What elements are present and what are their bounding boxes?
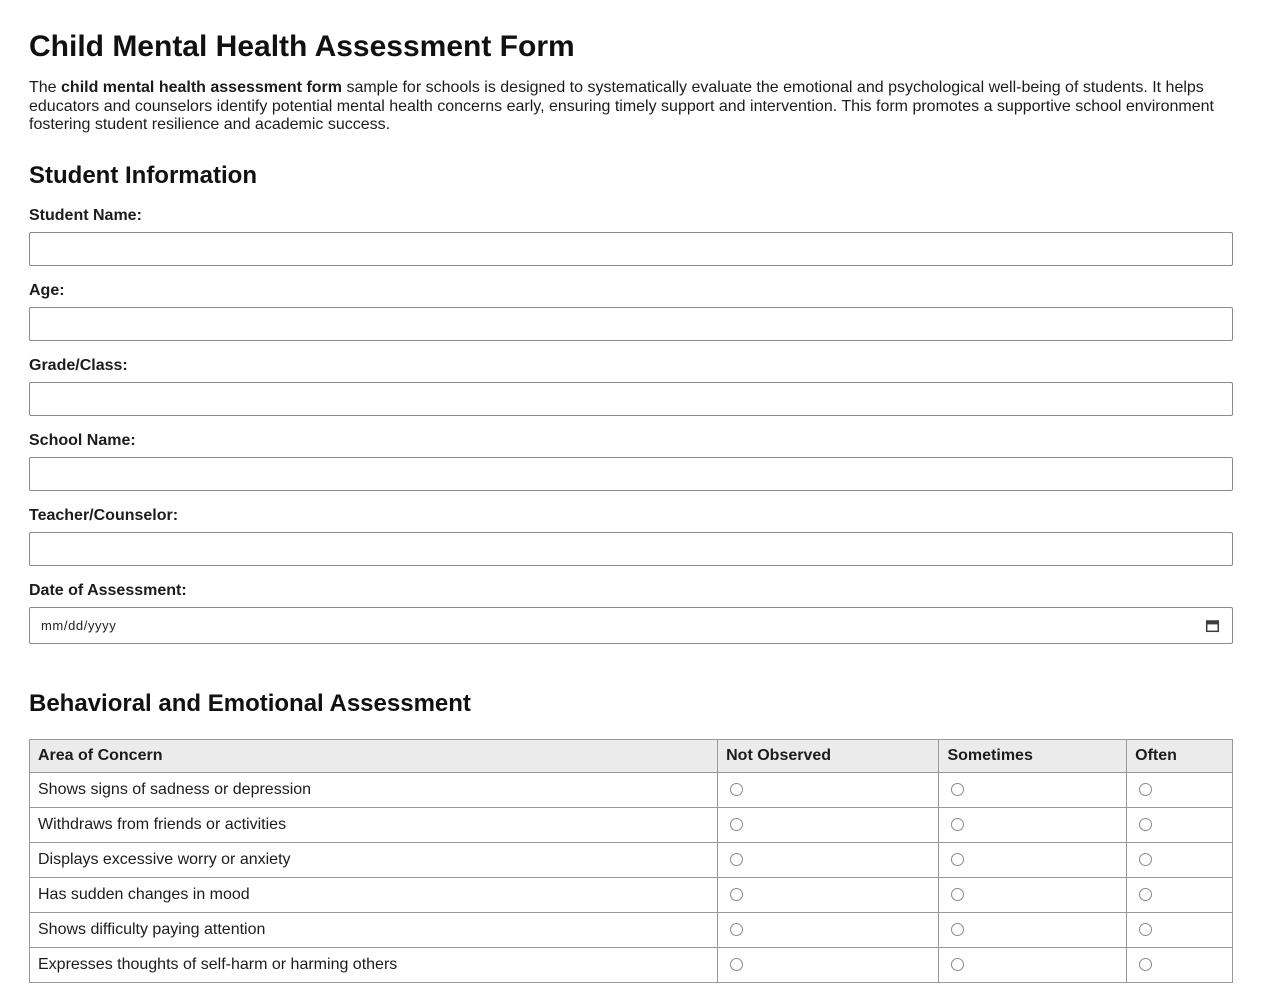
header-sometimes: Sometimes — [939, 739, 1127, 772]
radio-not-observed[interactable] — [730, 888, 743, 901]
school-name-label: School Name: — [29, 431, 136, 449]
concern-label: Displays excessive worry or anxiety — [30, 842, 718, 877]
grade-class-input[interactable] — [29, 382, 1233, 416]
concern-label: Has sudden changes in mood — [30, 877, 718, 912]
field-grade-class — [29, 357, 1233, 416]
teacher-counselor-label: Teacher/Counselor: — [29, 506, 179, 524]
field-school-name — [29, 432, 1233, 491]
assessment-table — [29, 739, 1233, 983]
radio-sometimes[interactable] — [951, 888, 964, 901]
intro-bold: child mental health assessment form — [61, 79, 342, 96]
grade-class-label: Grade/Class: — [29, 356, 128, 374]
radio-not-observed[interactable] — [730, 818, 743, 831]
table-row — [30, 877, 1233, 912]
school-name-input[interactable] — [29, 457, 1233, 491]
age-input[interactable] — [29, 307, 1233, 341]
radio-often[interactable] — [1139, 853, 1152, 866]
date-placeholder: mm/dd/yyyy — [41, 617, 117, 633]
header-not-observed: Not Observed — [718, 739, 939, 772]
radio-not-observed[interactable] — [730, 958, 743, 971]
field-date-of-assessment — [29, 582, 1233, 644]
radio-often[interactable] — [1139, 783, 1152, 796]
concern-label: Withdraws from friends or activities — [30, 807, 718, 842]
concern-label: Shows difficulty paying attention — [30, 912, 718, 947]
table-header-row — [30, 739, 1233, 772]
student-name-input[interactable] — [29, 232, 1233, 266]
teacher-counselor-input[interactable] — [29, 532, 1233, 566]
table-row — [30, 947, 1233, 982]
table-row — [30, 842, 1233, 877]
student-name-label: Student Name: — [29, 206, 142, 224]
radio-not-observed[interactable] — [730, 853, 743, 866]
radio-sometimes[interactable] — [951, 818, 964, 831]
intro-suffix: sample for schools is designed to systematically evaluate the emotional and psychological well-being of students. It helps educators and counselors identify potential mental health concerns early, ensuring timely support and intervention. This form promotes a supportive school environment fostering student resilience and academic success. — [29, 79, 1214, 133]
radio-often[interactable] — [1139, 818, 1152, 831]
field-student-name — [29, 207, 1233, 266]
page-title: Child Mental Health Assessment Form — [29, 30, 575, 63]
radio-not-observed[interactable] — [730, 923, 743, 936]
table-row — [30, 772, 1233, 807]
header-often: Often — [1127, 739, 1233, 772]
table-row — [30, 807, 1233, 842]
intro-prefix: The — [29, 79, 62, 96]
radio-sometimes[interactable] — [951, 958, 964, 971]
concern-label: Expresses thoughts of self-harm or harming others — [30, 947, 718, 982]
radio-often[interactable] — [1139, 923, 1152, 936]
radio-often[interactable] — [1139, 888, 1152, 901]
behavioral-assessment-heading: Behavioral and Emotional Assessment — [29, 689, 471, 717]
field-age — [29, 282, 1233, 341]
radio-sometimes[interactable] — [951, 783, 964, 796]
radio-often[interactable] — [1139, 958, 1152, 971]
radio-sometimes[interactable] — [951, 923, 964, 936]
table-row — [30, 912, 1233, 947]
calendar-icon[interactable] — [1205, 618, 1220, 633]
date-of-assessment-input[interactable] — [29, 607, 1233, 644]
header-area-of-concern: Area of Concern — [30, 739, 718, 772]
age-label: Age: — [29, 281, 65, 299]
intro-paragraph — [29, 79, 1233, 135]
concern-label: Shows signs of sadness or depression — [30, 772, 718, 807]
student-information-heading: Student Information — [29, 161, 257, 189]
date-of-assessment-label: Date of Assessment: — [29, 581, 187, 599]
student-information-fields — [29, 207, 1233, 644]
radio-sometimes[interactable] — [951, 853, 964, 866]
field-teacher-counselor — [29, 507, 1233, 566]
radio-not-observed[interactable] — [730, 783, 743, 796]
